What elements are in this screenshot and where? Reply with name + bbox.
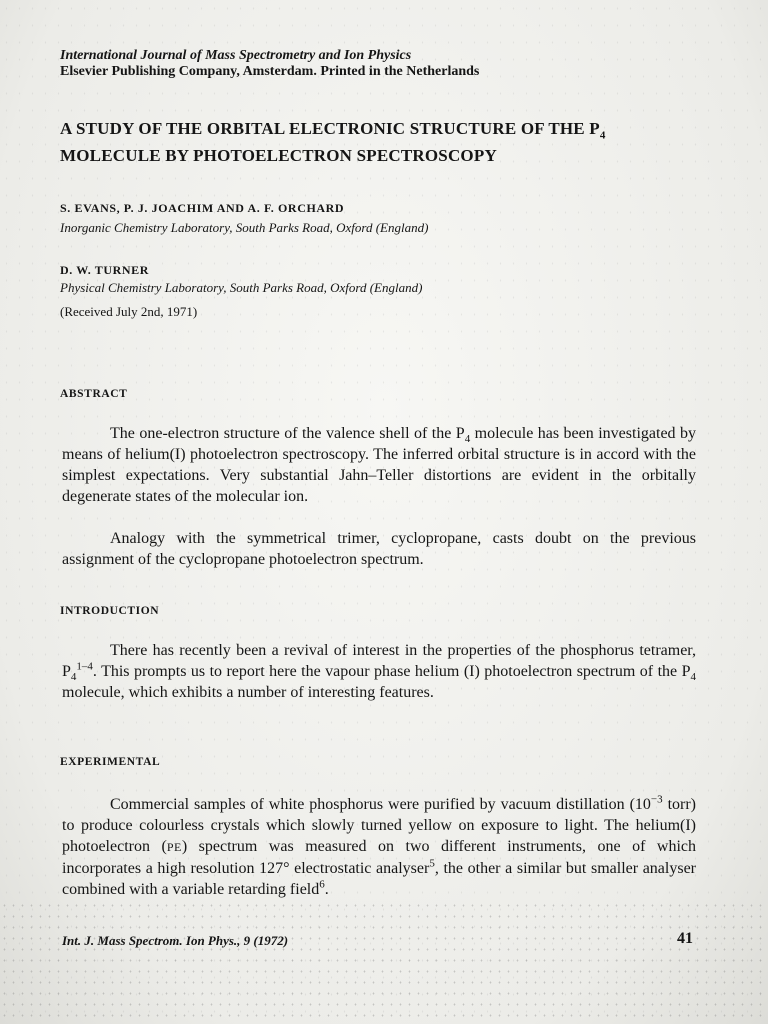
introduction-heading: INTRODUCTION — [60, 605, 160, 617]
scan-noise-bottom — [0, 900, 768, 1024]
experimental-paragraph: Commercial samples of white phosphorus were purified by vacuum distillation ($10^{-3}$ torr) to produce colourless crystals which slowly turned yellow on exposure to light. The helium(I) photoelectron (PE) spectrum was measured on two different instruments, one of which incorporates a high resolution 127° electrostatic analyser$^5$, the other a similar but smaller analyser combined with a variable retarding field$^6$. — [62, 793, 697, 898]
author-list-2: D. W. TURNER — [60, 263, 150, 277]
article-title-line-2: MOLECULE BY PHOTOELECTRON SPECTROSCOPY — [60, 146, 497, 165]
abstract-paragraph-2: Analogy with the symmetrical trimer, cyclopropane, casts doubt on the previous assignment of the cyclopropane photoelectron spectrum. — [62, 530, 696, 568]
publisher-line: Elsevier Publishing Company, Amsterdam. Printed in the Netherlands — [60, 64, 480, 79]
article-title-line-1: A STUDY OF THE ORBITAL ELECTRONIC STRUCTURE OF THE $P_4$ — [60, 119, 606, 142]
introduction-paragraph: There has recently been a revival of interest in the properties of the phosphorus tetramer, $P_4^{1-4}$. This prompts us to report here the vapour phase helium (I) photoelectron spectrum of the $P_4$ molecule, which exhibits a number of interesting features. — [62, 642, 696, 701]
author-list-1: S. EVANS, P. J. JOACHIM AND A. F. ORCHARD — [60, 201, 345, 215]
affiliation-1: Inorganic Chemistry Laboratory, South Parks Road, Oxford (England) — [60, 220, 429, 235]
received-date: (Received July 2nd, 1971) — [60, 304, 198, 319]
page-number: 41 — [677, 930, 693, 947]
abstract-paragraph-1: The one-electron structure of the valence shell of the $P_4$ molecule has been investigated by means of helium(I) photoelectron spectroscopy. The inferred orbital structure is in accord with the simplest expectations. Very substantial Jahn–Teller distortions are evident in the orbitally degenerate states of the molecular ion. — [62, 425, 697, 505]
journal-name: International Journal of Mass Spectrometry and Ion Physics — [60, 48, 412, 63]
footer-citation: Int. J. Mass Spectrom. Ion Phys., 9 (1972) — [62, 933, 289, 948]
affiliation-2: Physical Chemistry Laboratory, South Parks Road, Oxford (England) — [60, 280, 423, 295]
abstract-heading: ABSTRACT — [60, 388, 128, 400]
experimental-heading: EXPERIMENTAL — [60, 756, 161, 768]
